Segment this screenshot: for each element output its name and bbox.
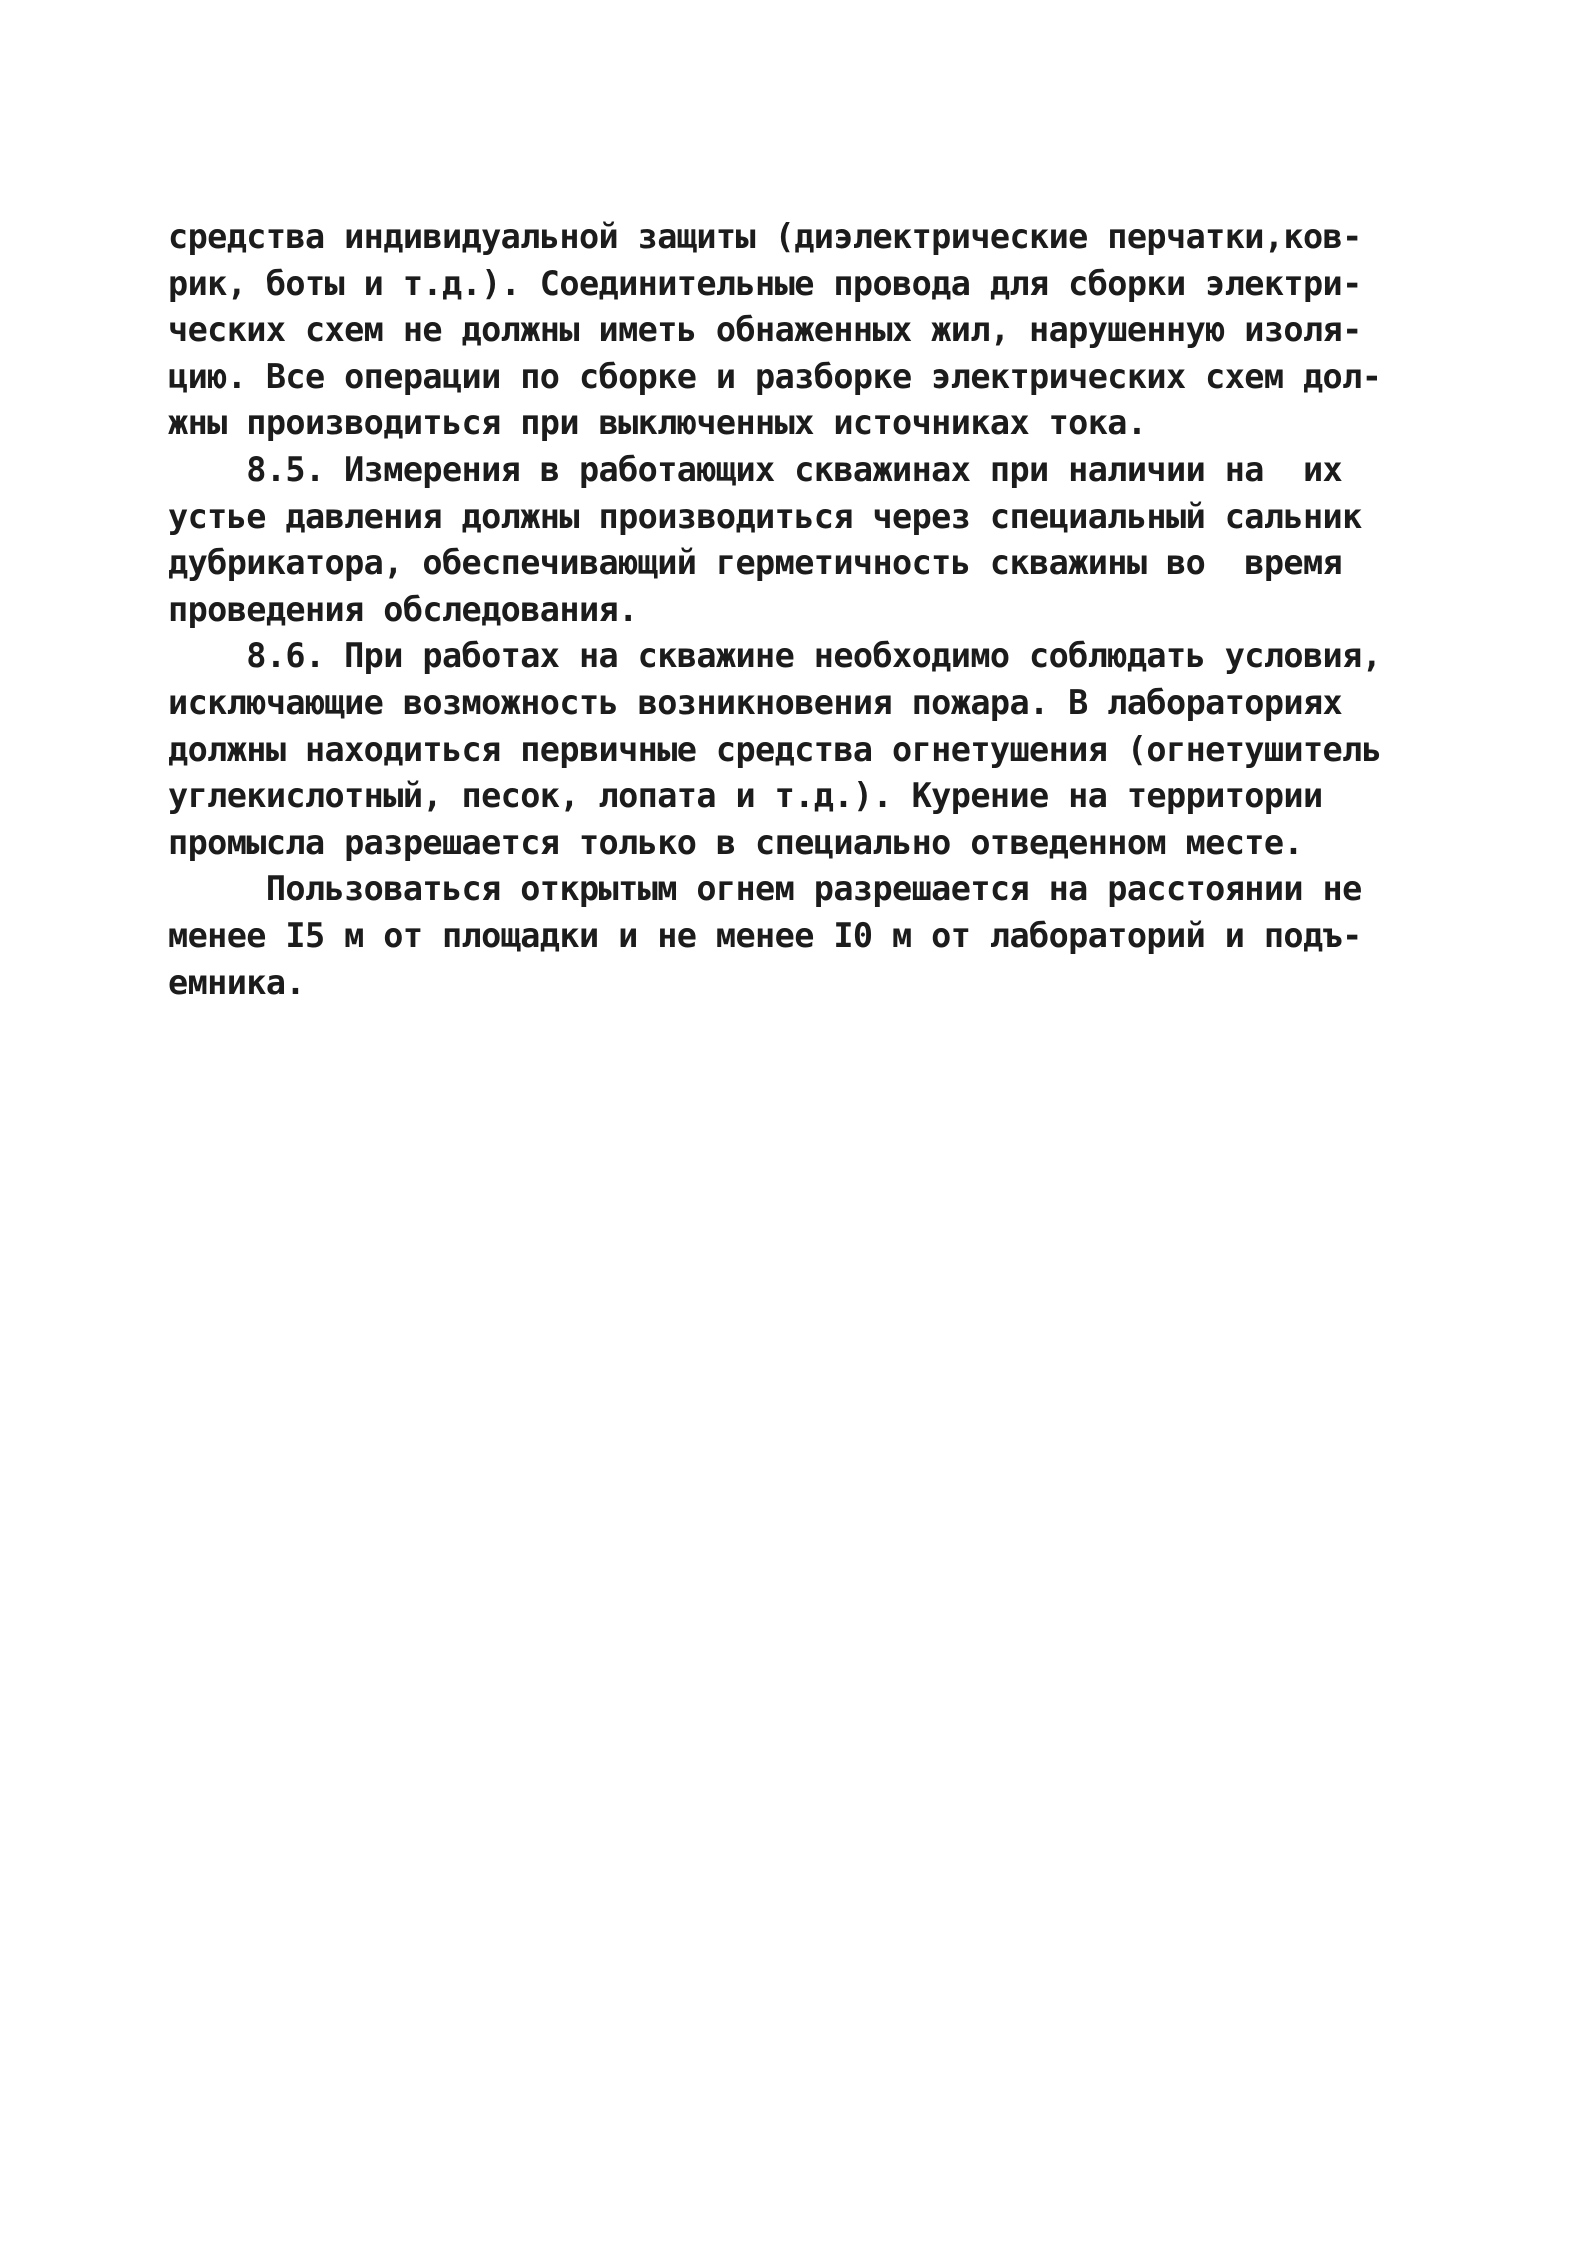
text-line: 8.5. Измерения в работающих скважинах при наличии на их — [168, 449, 1343, 489]
text-line: исключающие возможность возникновения пожара. В лабораториях — [168, 682, 1343, 722]
text-line: жны производиться при выключенных источниках тока. — [168, 403, 1147, 443]
text-line: промысла разрешается только в специально отведенном месте. — [168, 822, 1303, 862]
text-line: 8.6. При работах на скважине необходимо соблюдать условия, — [168, 636, 1382, 676]
text-line: должны находиться первичные средства огнетушения (огнетушитель — [168, 729, 1382, 769]
text-line: средства индивидуальной защиты (диэлектрические перчатки,ков- — [168, 217, 1362, 256]
text-line: цию. Все операции по сборке и разборке электрических схем дол- — [168, 356, 1382, 396]
text-line: углекислотный, песок, лопата и т.д.). Курение на территории — [168, 776, 1323, 816]
text-line: Пользоваться открытым огнем разрешается на расстоянии не — [168, 869, 1362, 909]
text-line: устье давления должны производиться через специальный сальник — [168, 496, 1362, 536]
text-line: дубрикатора, обеспечивающий герметичность скважины во время — [168, 543, 1343, 583]
text-line: рик, боты и т.д.). Соединительные провода для сборки электри- — [168, 263, 1362, 303]
body-text — [168, 214, 1458, 1006]
text-line: емника. — [168, 962, 305, 1002]
text-line: менее I5 м от площадки и не менее I0 м от лабораторий и подъ- — [168, 915, 1362, 955]
text-line: ческих схем не должны иметь обнаженных жил, нарушенную изоля- — [168, 310, 1362, 350]
text-line: проведения обследования. — [168, 589, 638, 629]
